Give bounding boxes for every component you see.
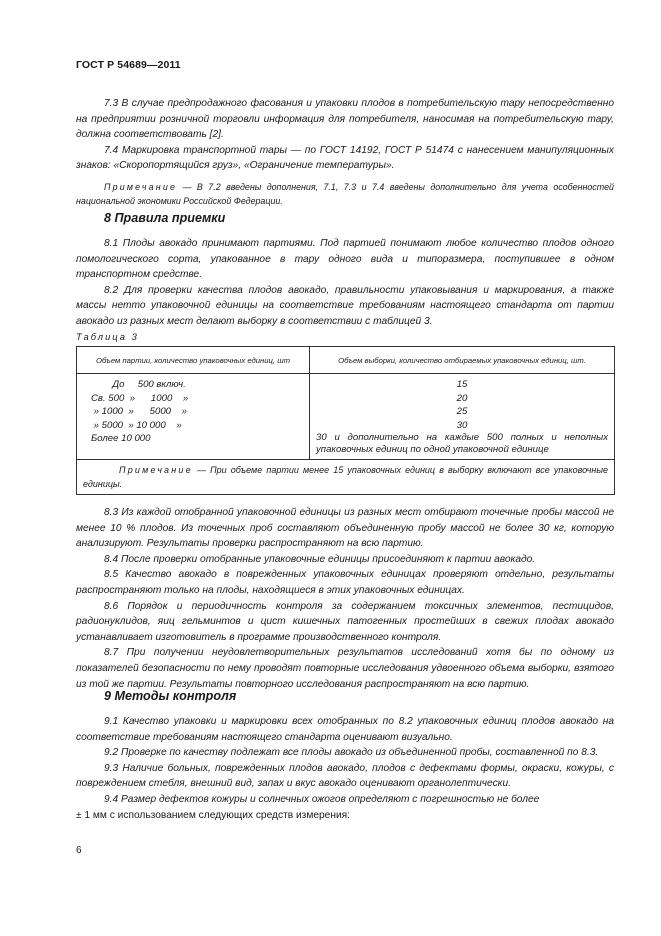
table-sample-row: 30 и дополнительно на каждые 500 полных и неполных упаковочных единиц по одной упаковочной единице [316, 432, 608, 456]
table-cell-lot-volume [77, 374, 310, 460]
document-id: ГОСТ Р 54689—2011 [76, 59, 181, 71]
note-label: Примечание [104, 181, 178, 192]
section-8-text [76, 236, 614, 330]
paragraph-8-6: 8.6 Порядок и периодичность контроля за содержанием токсичных элементов, пестицидов, радионуклидов, яиц гельминтов и цист кишечных патогенных простейших в свежих плодах авокадо устанавливает изготовитель в программе производственного контроля. [76, 600, 614, 643]
table-sample-row: 15 [456, 379, 468, 390]
paragraph-9-3: 9.3 Наличие больных, поврежденных плодов авокадо, плодов с дефектами формы, окраски, кожуры, с повреждением стебля, внешний вид, запах и вкус авокадо оценивают органолептически. [76, 762, 614, 790]
table-lot-row: » 1000 » 5000 » [91, 406, 188, 418]
table-lot-row: Св. 500 » 1000 » [91, 392, 189, 404]
note-text: — В 7.2 введены дополнения, 7.1, 7.3 и 7.4 введены дополнительно для учета особенностей национальной экономики Российской Федерации. [76, 181, 614, 206]
section-8-continued [76, 505, 614, 692]
paragraph-9-4: 9.4 Размер дефектов кожуры и солнечных ожогов определяют с погрешностью не более [104, 793, 540, 805]
paragraph-8-1: 8.1 Плоды авокадо принимают партиями. Под партией понимают любое количество плодов одного помологического сорта, упакованное в тару одного вида и типоразмера, поступившее в одном транспортном средстве. [76, 238, 614, 281]
table-sample-row: 25 [456, 406, 468, 418]
page-number: 6 [76, 845, 82, 856]
table-lot-row: Более 10 000 [91, 433, 151, 445]
table-sample-row: 20 [456, 392, 468, 404]
section-9-text [76, 714, 614, 823]
table-header-row [77, 347, 615, 374]
table-lot-row: До 500 включ. [91, 379, 186, 390]
paragraph-9-2: 9.2 Проверке по качеству подлежат все плоды авокадо из объединенной пробы, составленной по 8.3. [104, 747, 599, 759]
table-body-row [77, 374, 615, 460]
table-note-row [77, 460, 615, 495]
table-note-label: Примечание [119, 465, 193, 476]
table-cell-sample-volume [310, 374, 615, 460]
table-header-right: Объем выборки, количество отбираемых упаковочных единиц, шт. [310, 347, 615, 374]
paragraph-7-4: 7.4 Маркировка транспортной тары — по ГОСТ 14192, ГОСТ Р 51474 с нанесением манипуляционных знаков: «Скоропортящийся груз», «Ограничение температуры». [76, 144, 614, 172]
table-sample-row: 30 [456, 419, 468, 431]
paragraph-9-1: 9.1 Качество упаковки и маркировки всех отобранных по 8.2 упаковочных единиц плодов авокадо на соответствие требованиям настоящего стандарта оценивают визуально. [76, 716, 614, 743]
section-7-text [76, 96, 614, 209]
paragraph-8-4: 8.4 После проверки отобранные упаковочные единицы присоединяют к партии авокадо. [104, 553, 536, 565]
table-lot-row: » 5000 » 10 000 » [91, 419, 182, 431]
section-8-title: 8 Правила приемки [104, 211, 226, 225]
table-note [77, 460, 615, 495]
paragraph-7-3: 7.3 В случае предпродажного фасования и упаковки плодов в потребительскую тару непосредственно на предприятии розничной торговли информация для потребителя, наносимая на потребительскую тару, должна соответствовать [2]. [76, 98, 614, 141]
table-caption: Таблица 3 [76, 331, 139, 342]
paragraph-8-2: 8.2 Для проверки качества плодов авокадо, правильности упаковывания и маркирования, а также массы нетто упаковочной единицы на соответствие требованиям настоящего стандарта от партии авокадо из разных мест делают выборку в соответствии с таблицей 3. [76, 284, 614, 327]
table-note-text: — При объеме партии менее 15 упаковочных единиц в выборку включают все упаковочные единицы. [83, 465, 608, 489]
paragraph-8-5: 8.5 Качество авокадо в поврежденных упаковочных единицах проверяют отдельно, результаты распространяют только на плоды, находящиеся в этих упаковочных единицах. [76, 569, 614, 596]
paragraph-8-3: 8.3 Из каждой отобранной упаковочной единицы из разных мест отбирают точечные пробы массой не менее 10 % плодов. Из точечных проб составляют объединенную пробу массой не более 30 кг, которую анализируют. Результаты проверки распространяют на всю партию. [76, 507, 614, 550]
section-9-title: 9 Методы контроля [104, 689, 237, 703]
paragraph-8-7: 8.7 При получении неудовлетворительных результатов исследований хотя бы по одному из показателей безопасности по нему проводят повторные исследования удвоенного объема выборки, взятого из той же партии. Результаты повторного исследования распространяют на всю партию. [76, 647, 614, 690]
paragraph-9-4-continued: ± 1 мм с использованием следующих средств измерения: [76, 809, 351, 821]
table-header-left: Объем партии, количество упаковочных единиц, шт [77, 347, 310, 374]
table-3 [76, 346, 615, 495]
note-7 [76, 181, 614, 209]
